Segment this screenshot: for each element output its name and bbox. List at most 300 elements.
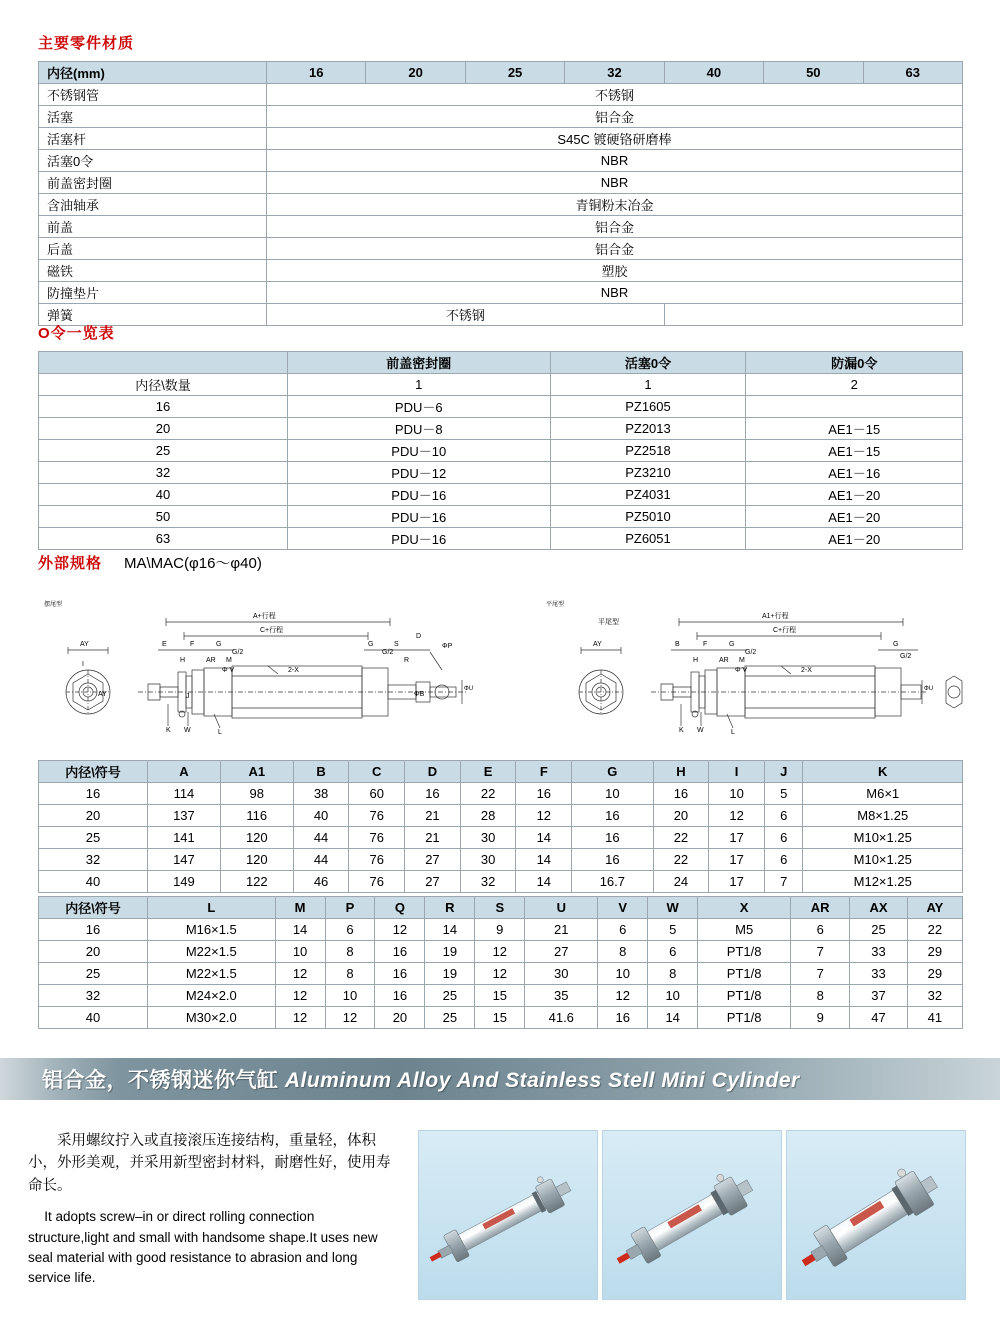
- dim1-cell: 46: [293, 871, 349, 893]
- dim1-cell: 16: [516, 783, 572, 805]
- dim1-cell: 6: [764, 827, 803, 849]
- svg-text:S: S: [394, 641, 399, 648]
- dim2-header-cell: M: [275, 897, 325, 919]
- dim1-cell: M8×1.25: [803, 805, 963, 827]
- svg-text:AR: AR: [206, 657, 216, 664]
- dim1-cell: 76: [349, 849, 405, 871]
- dim1-cell: 30: [460, 827, 516, 849]
- dim2-cell: 33: [850, 963, 908, 985]
- dim2-cell: M16×1.5: [148, 919, 276, 941]
- dim2-cell: 29: [907, 963, 962, 985]
- dim2-header-cell: L: [148, 897, 276, 919]
- svg-text:B: B: [675, 641, 680, 648]
- svg-text:H: H: [693, 657, 699, 664]
- svg-text:G/2: G/2: [232, 649, 244, 656]
- dimension-table-2: [38, 896, 963, 1029]
- section-dimensions-subtitle: MA\MAC(φ16～φ40): [124, 555, 262, 572]
- svg-text:L: L: [731, 729, 735, 736]
- svg-text:L: L: [218, 729, 222, 736]
- svg-text:摆尾型: 摆尾型: [44, 602, 63, 608]
- material-value-cell: 塑胶: [267, 260, 963, 282]
- dim1-cell: 21: [405, 805, 461, 827]
- dim2-header-cell: V: [598, 897, 648, 919]
- dim1-cell: 44: [293, 849, 349, 871]
- material-value-cell: S45C 镀硬铬研磨棒: [267, 128, 963, 150]
- svg-text:R: R: [404, 657, 410, 664]
- dim1-cell: 7: [764, 871, 803, 893]
- dim1-cell: 25: [39, 827, 148, 849]
- dim2-cell: 32: [39, 985, 148, 1007]
- svg-text:ΦP: ΦP: [442, 643, 453, 650]
- dim2-cell: 41.6: [525, 1007, 598, 1029]
- dim1-header-cell: F: [516, 761, 572, 783]
- dimension-table-1-wrap: [38, 760, 963, 893]
- oring-cell: 16: [39, 396, 288, 418]
- materials-header-cell: 40: [664, 62, 763, 84]
- oring-cell: PZ4031: [550, 484, 746, 506]
- dim2-cell: 40: [39, 1007, 148, 1029]
- dim2-header-cell: AY: [907, 897, 962, 919]
- svg-text:K: K: [679, 727, 684, 734]
- dim2-cell: 12: [475, 963, 525, 985]
- table-row: [39, 919, 963, 941]
- table-row: [39, 440, 963, 462]
- material-value-cell: 铝合金: [267, 238, 963, 260]
- cylinder-dimension-drawing: [38, 592, 963, 757]
- dim2-cell: 19: [425, 941, 475, 963]
- dim1-cell: 141: [148, 827, 221, 849]
- dim2-cell: M30×2.0: [148, 1007, 276, 1029]
- svg-text:G: G: [893, 641, 899, 648]
- dim1-cell: 14: [516, 849, 572, 871]
- dim1-cell: 27: [405, 849, 461, 871]
- dim1-cell: M10×1.25: [803, 827, 963, 849]
- material-name-cell: 不锈钢管: [39, 84, 267, 106]
- dim2-cell: 47: [850, 1007, 908, 1029]
- section-dimensions: [38, 552, 963, 573]
- section-dimensions-title: 外部规格: [38, 555, 103, 572]
- oring-cell: PDU－16: [288, 528, 551, 550]
- svg-text:AR: AR: [719, 657, 729, 664]
- oring-cell: 50: [39, 506, 288, 528]
- oring-cell: PZ5010: [550, 506, 746, 528]
- dim2-header-cell: 内径\符号: [39, 897, 148, 919]
- oring-header-cell: [39, 352, 288, 374]
- dim1-cell: 76: [349, 871, 405, 893]
- oring-cell: [746, 396, 963, 418]
- dim1-cell: 122: [220, 871, 293, 893]
- dim1-cell: 44: [293, 827, 349, 849]
- oring-cell: PZ6051: [550, 528, 746, 550]
- dim1-header-cell: B: [293, 761, 349, 783]
- product-description-block: [0, 1120, 1000, 1310]
- table-row: [39, 985, 963, 1007]
- dim2-cell: 9: [475, 919, 525, 941]
- svg-text:G: G: [216, 641, 222, 648]
- dim2-cell: 6: [791, 919, 850, 941]
- svg-text:平尾型: 平尾型: [546, 602, 565, 608]
- dim1-cell: 17: [709, 871, 765, 893]
- table-row: [39, 106, 963, 128]
- oring-subheader-cell: 1: [550, 374, 746, 396]
- dim2-cell: 15: [475, 1007, 525, 1029]
- dim2-cell: M22×1.5: [148, 941, 276, 963]
- dim2-cell: 20: [375, 1007, 425, 1029]
- dim2-cell: 22: [907, 919, 962, 941]
- oring-subheader-cell: 2: [746, 374, 963, 396]
- dim2-cell: 8: [598, 941, 648, 963]
- material-name-cell: 前盖密封圈: [39, 172, 267, 194]
- svg-text:C+行程: C+行程: [260, 627, 284, 634]
- dim1-cell: 32: [460, 871, 516, 893]
- section-materials-title: 主要零件材质: [38, 35, 135, 52]
- svg-text:A+行程: A+行程: [253, 613, 276, 620]
- svg-text:W: W: [184, 727, 191, 734]
- dim2-cell: 16: [375, 963, 425, 985]
- dimension-table-2-wrap: [38, 896, 963, 1029]
- dim1-cell: 147: [148, 849, 221, 871]
- table-row: [39, 941, 963, 963]
- svg-text:AY: AY: [98, 691, 107, 698]
- dim1-cell: 16: [572, 805, 653, 827]
- table-row: [39, 871, 963, 893]
- dim1-header-cell: I: [709, 761, 765, 783]
- dim1-header-cell: H: [653, 761, 709, 783]
- svg-text:G/2: G/2: [382, 649, 394, 656]
- dim2-cell: 25: [850, 919, 908, 941]
- dim1-cell: 16: [39, 783, 148, 805]
- dim2-cell: PT1/8: [698, 941, 791, 963]
- dim2-cell: 19: [425, 963, 475, 985]
- oring-cell: AE1－15: [746, 440, 963, 462]
- dim2-cell: M24×2.0: [148, 985, 276, 1007]
- dim1-header-cell: 内径\符号: [39, 761, 148, 783]
- dim1-cell: 28: [460, 805, 516, 827]
- oring-cell: PDU－16: [288, 506, 551, 528]
- material-name-cell: 前盖: [39, 216, 267, 238]
- dim2-cell: 16: [375, 941, 425, 963]
- dim1-header-cell: K: [803, 761, 963, 783]
- dim2-cell: 6: [648, 941, 698, 963]
- dim2-cell: 33: [850, 941, 908, 963]
- dim2-cell: 32: [907, 985, 962, 1007]
- dim2-cell: 25: [425, 985, 475, 1007]
- svg-text:G/2: G/2: [900, 653, 912, 660]
- table-row: [39, 827, 963, 849]
- table-row: [39, 396, 963, 418]
- materials-header-cell: 50: [764, 62, 863, 84]
- oring-subheader-cell: 1: [288, 374, 551, 396]
- dim2-cell: 12: [325, 1007, 375, 1029]
- svg-text:C+行程: C+行程: [773, 627, 797, 634]
- svg-text:M: M: [739, 657, 745, 664]
- table-row: [39, 282, 963, 304]
- materials-header-cell: 20: [366, 62, 465, 84]
- material-value-cell: 不锈钢: [267, 84, 963, 106]
- dim2-cell: 14: [648, 1007, 698, 1029]
- dim2-cell: 41: [907, 1007, 962, 1029]
- oring-cell: PDU－16: [288, 484, 551, 506]
- dim1-header-row: [39, 761, 963, 783]
- dim1-cell: 12: [516, 805, 572, 827]
- material-name-cell: 活塞0令: [39, 150, 267, 172]
- oring-cell: 32: [39, 462, 288, 484]
- dim1-cell: 22: [460, 783, 516, 805]
- dim1-cell: 16: [405, 783, 461, 805]
- svg-text:ΦU: ΦU: [464, 686, 474, 692]
- oring-cell: PDU－12: [288, 462, 551, 484]
- oring-cell: AE1－20: [746, 506, 963, 528]
- dim2-cell: 25: [39, 963, 148, 985]
- dim1-header-cell: E: [460, 761, 516, 783]
- material-value-cell: 青铜粉末冶金: [267, 194, 963, 216]
- dim1-cell: 20: [653, 805, 709, 827]
- dim1-cell: 40: [39, 871, 148, 893]
- dim1-header-cell: D: [405, 761, 461, 783]
- svg-text:AY: AY: [80, 641, 89, 648]
- dim1-cell: 14: [516, 871, 572, 893]
- table-row: [39, 172, 963, 194]
- dim2-cell: PT1/8: [698, 963, 791, 985]
- table-row: [39, 528, 963, 550]
- material-name-cell: 含油轴承: [39, 194, 267, 216]
- svg-text:W: W: [697, 727, 704, 734]
- material-value-cell: NBR: [267, 282, 963, 304]
- dim2-header-cell: AX: [850, 897, 908, 919]
- dim2-cell: 8: [791, 985, 850, 1007]
- svg-text:G: G: [729, 641, 735, 648]
- dim1-cell: M12×1.25: [803, 871, 963, 893]
- dim1-cell: 20: [39, 805, 148, 827]
- banner-text-cn: 铝合金，不锈钢迷你气缸: [42, 1069, 279, 1092]
- dim2-cell: 20: [39, 941, 148, 963]
- description-en: It adopts screw–in or direct rolling connection structure,light and small with handsome shape.It uses new seal material with good resistance to abrasion and long service life.: [28, 1209, 378, 1286]
- dim1-cell: 17: [709, 849, 765, 871]
- dim2-header-cell: U: [525, 897, 598, 919]
- material-value-cell: 铝合金: [267, 106, 963, 128]
- materials-header-cell: 25: [465, 62, 564, 84]
- product-photo-1: [418, 1130, 598, 1300]
- material-name-cell: 防撞垫片: [39, 282, 267, 304]
- dim1-cell: 60: [349, 783, 405, 805]
- oring-cell: PDU－6: [288, 396, 551, 418]
- dim1-header-cell: A1: [220, 761, 293, 783]
- section-oring: [38, 322, 963, 550]
- dim1-cell: 22: [653, 849, 709, 871]
- svg-text:A1+行程: A1+行程: [762, 613, 789, 620]
- dim1-cell: 120: [220, 827, 293, 849]
- dim2-header-cell: P: [325, 897, 375, 919]
- oring-cell: PZ3210: [550, 462, 746, 484]
- dim1-cell: 76: [349, 805, 405, 827]
- table-row: [39, 849, 963, 871]
- oring-subheader-row: [39, 374, 963, 396]
- svg-text:M: M: [226, 657, 232, 664]
- oring-cell: AE1－20: [746, 528, 963, 550]
- table-row: [39, 216, 963, 238]
- dim1-cell: 10: [709, 783, 765, 805]
- dim2-cell: 35: [525, 985, 598, 1007]
- dim1-header-cell: C: [349, 761, 405, 783]
- materials-header-cell: 内径(mm): [39, 62, 267, 84]
- table-row: [39, 783, 963, 805]
- dim2-header-cell: Q: [375, 897, 425, 919]
- materials-header-row: [39, 62, 963, 84]
- dim2-cell: 6: [325, 919, 375, 941]
- table-row: [39, 506, 963, 528]
- dim2-header-cell: R: [425, 897, 475, 919]
- dim2-cell: 16: [39, 919, 148, 941]
- svg-text:2-X: 2-X: [288, 667, 299, 674]
- dim1-cell: 12: [709, 805, 765, 827]
- oring-subheader-cell: 内径\数量: [39, 374, 288, 396]
- dim2-cell: PT1/8: [698, 985, 791, 1007]
- oring-table: [38, 351, 963, 550]
- dim1-cell: 24: [653, 871, 709, 893]
- material-name-cell: 活塞杆: [39, 128, 267, 150]
- oring-cell: 20: [39, 418, 288, 440]
- oring-header-cell: 前盖密封圈: [288, 352, 551, 374]
- svg-text:K: K: [166, 727, 171, 734]
- dim2-cell: PT1/8: [698, 1007, 791, 1029]
- table-row: [39, 484, 963, 506]
- banner-text: [42, 1064, 800, 1094]
- oring-cell: PZ2013: [550, 418, 746, 440]
- materials-header-cell: 63: [863, 62, 962, 84]
- product-banner: [0, 1058, 1000, 1100]
- table-row: [39, 418, 963, 440]
- dim2-cell: 29: [907, 941, 962, 963]
- dim1-cell: 27: [405, 871, 461, 893]
- dim2-cell: 6: [598, 919, 648, 941]
- materials-table: [38, 61, 963, 326]
- dim1-cell: 6: [764, 805, 803, 827]
- dim1-header-cell: J: [764, 761, 803, 783]
- material-value-cell: NBR: [267, 150, 963, 172]
- dim1-cell: 116: [220, 805, 293, 827]
- dim2-cell: 15: [475, 985, 525, 1007]
- dim1-cell: 10: [572, 783, 653, 805]
- svg-text:平尾型: 平尾型: [598, 619, 619, 626]
- dim2-cell: 21: [525, 919, 598, 941]
- product-photo-3: [786, 1130, 966, 1300]
- svg-text:H: H: [180, 657, 186, 664]
- table-row: [39, 84, 963, 106]
- table-row: [39, 194, 963, 216]
- dim1-cell: 6: [764, 849, 803, 871]
- svg-text:F: F: [190, 641, 195, 648]
- material-value-cell: 铝合金: [267, 216, 963, 238]
- dim1-cell: 5: [764, 783, 803, 805]
- dim1-cell: 16: [653, 783, 709, 805]
- svg-text:ΦU: ΦU: [924, 686, 934, 692]
- dim1-header-cell: G: [572, 761, 653, 783]
- dim1-cell: 114: [148, 783, 221, 805]
- dim2-cell: 14: [425, 919, 475, 941]
- dim2-header-cell: X: [698, 897, 791, 919]
- description-cn: 采用螺纹拧入或直接滚压连接结构，重量轻，体积小，外形美观，并采用新型密封材料，耐磨性好，使用寿命长。: [28, 1133, 391, 1194]
- material-name-cell: 活塞: [39, 106, 267, 128]
- svg-text:D: D: [416, 633, 422, 640]
- dim2-cell: 5: [648, 919, 698, 941]
- dim2-header-cell: AR: [791, 897, 850, 919]
- material-value-cell: 不锈钢: [267, 304, 665, 326]
- oring-cell: AE1－15: [746, 418, 963, 440]
- oring-header-row: [39, 352, 963, 374]
- dim1-cell: 137: [148, 805, 221, 827]
- dim2-cell: 12: [275, 1007, 325, 1029]
- dim1-cell: 30: [460, 849, 516, 871]
- product-photo-2: [602, 1130, 782, 1300]
- dim1-cell: 21: [405, 827, 461, 849]
- dim2-cell: 9: [791, 1007, 850, 1029]
- oring-cell: PZ1605: [550, 396, 746, 418]
- oring-cell: PDU－8: [288, 418, 551, 440]
- dim2-cell: 7: [791, 941, 850, 963]
- table-row: [39, 462, 963, 484]
- material-value-cell: NBR: [267, 172, 963, 194]
- dim1-cell: M6×1: [803, 783, 963, 805]
- oring-cell: 25: [39, 440, 288, 462]
- svg-text:J: J: [186, 693, 190, 700]
- description-text: [28, 1130, 398, 1288]
- svg-text:Φ V: Φ V: [735, 667, 748, 674]
- material-name-cell: 后盖: [39, 238, 267, 260]
- dim2-cell: 16: [375, 985, 425, 1007]
- svg-text:Φ V: Φ V: [222, 667, 235, 674]
- dim2-cell: 27: [525, 941, 598, 963]
- dim1-cell: 32: [39, 849, 148, 871]
- dim2-cell: M5: [698, 919, 791, 941]
- dim1-cell: 149: [148, 871, 221, 893]
- dim2-cell: M22×1.5: [148, 963, 276, 985]
- table-row: [39, 260, 963, 282]
- dim2-cell: 8: [325, 963, 375, 985]
- dim1-cell: 120: [220, 849, 293, 871]
- oring-cell: AE1－16: [746, 462, 963, 484]
- oring-cell: PDU－10: [288, 440, 551, 462]
- oring-cell: PZ2518: [550, 440, 746, 462]
- banner-text-en: Aluminum Alloy And Stainless Stell Mini Cylinder: [284, 1069, 800, 1092]
- material-name-cell: 弹簧: [39, 304, 267, 326]
- dim1-cell: 38: [293, 783, 349, 805]
- dim1-cell: 14: [516, 827, 572, 849]
- dim1-cell: 16: [572, 849, 653, 871]
- dim2-cell: 10: [325, 985, 375, 1007]
- table-row: [39, 128, 963, 150]
- dim1-cell: 22: [653, 827, 709, 849]
- svg-text:E: E: [162, 641, 167, 648]
- svg-text:F: F: [703, 641, 708, 648]
- svg-text:I: I: [82, 661, 84, 668]
- dim2-cell: 12: [275, 985, 325, 1007]
- table-row: [39, 963, 963, 985]
- table-row: [39, 805, 963, 827]
- dim2-cell: 10: [275, 941, 325, 963]
- svg-text:G: G: [368, 641, 374, 648]
- oring-header-cell: 防漏0令: [746, 352, 963, 374]
- dim2-header-cell: S: [475, 897, 525, 919]
- dim2-header-row: [39, 897, 963, 919]
- table-row: [39, 150, 963, 172]
- dim2-cell: 10: [648, 985, 698, 1007]
- svg-text:AY: AY: [593, 641, 602, 648]
- section-oring-title: O令一览表: [38, 325, 115, 342]
- dim2-cell: 12: [598, 985, 648, 1007]
- svg-text:G/2: G/2: [745, 649, 757, 656]
- dim2-cell: 12: [275, 963, 325, 985]
- dim1-header-cell: A: [148, 761, 221, 783]
